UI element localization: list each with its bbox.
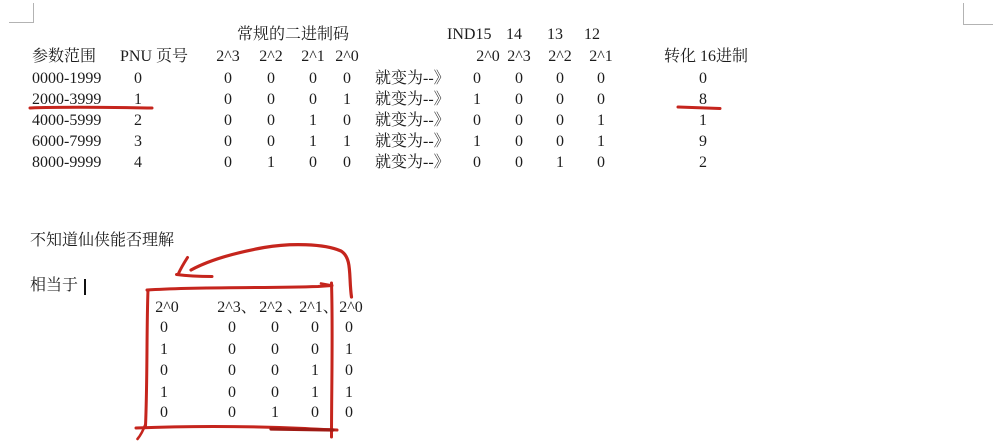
table-cell-bit: 0 (556, 91, 564, 108)
becomes-label: 就变为--》 (375, 154, 450, 171)
red-arrow-annotation (177, 245, 352, 297)
becomes-label: 就变为--》 (375, 70, 450, 87)
bottom-cell-bit: 1 (311, 384, 319, 401)
table-cell-range: 4000-5999 (32, 112, 102, 129)
bottom-cell-bit: 0 (311, 404, 319, 421)
ind-bit0-header: 2^0 (476, 48, 500, 65)
bin-bit1-header: 2^1 (301, 48, 325, 65)
bottom-cell-bit: 0 (228, 362, 236, 379)
ind-bit1-header: 2^1 (589, 48, 613, 65)
table-cell-bit: 1 (597, 112, 605, 129)
table-cell-bit: 0 (556, 70, 564, 87)
table-cell-pnu: 3 (134, 133, 142, 150)
table-cell-bit: 0 (309, 91, 317, 108)
becomes-label: 就变为--》 (375, 91, 450, 108)
bin-bit0-header: 2^0 (335, 48, 359, 65)
bottom-cell-bit: 0 (228, 319, 236, 336)
bottom-cell-bit: 0 (311, 341, 319, 358)
table-cell-bit: 0 (343, 70, 351, 87)
bottom-header-bit: 2^1、 (299, 299, 339, 316)
page-margin-mark-topleft (9, 3, 34, 23)
bottom-cell-bit: 0 (345, 362, 353, 379)
ind-bit2-header: 2^2 (548, 48, 572, 65)
bottom-cell-bit: 0 (160, 362, 168, 379)
note-line-1: 不知道仙侠能否理解 (30, 232, 175, 249)
bottom-header-bit: 2^0 (339, 299, 363, 316)
table-cell-bit: 0 (267, 91, 275, 108)
table-cell-pnu: 0 (134, 70, 142, 87)
table-cell-bit: 0 (515, 70, 523, 87)
table-cell-bit: 0 (343, 112, 351, 129)
table-cell-bit: 0 (556, 133, 564, 150)
bottom-header-bit: 2^2 、 (259, 299, 303, 316)
table-cell-bit: 0 (597, 91, 605, 108)
bottom-cell-bit: 0 (160, 404, 168, 421)
table-cell-bit: 0 (473, 70, 481, 87)
table-cell-bit: 0 (473, 154, 481, 171)
bottom-cell-bit: 0 (228, 384, 236, 401)
table-cell-bit: 1 (597, 133, 605, 150)
ind12-header: 12 (584, 26, 600, 43)
table-cell-bit: 0 (515, 154, 523, 171)
bottom-cell-bit: 0 (271, 319, 279, 336)
bottom-cell-bit: 1 (311, 362, 319, 379)
binary-code-group-header: 常规的二进制码 (237, 26, 350, 43)
table-cell-bit: 1 (473, 133, 481, 150)
bottom-cell-bit: 0 (228, 341, 236, 358)
table-cell-bit: 1 (473, 91, 481, 108)
becomes-label: 就变为--》 (375, 112, 450, 129)
table-cell-bit: 0 (224, 70, 232, 87)
table-cell-bit: 0 (224, 133, 232, 150)
table-cell-bit: 0 (597, 70, 605, 87)
range-column-header: 参数范围 (32, 48, 97, 65)
table-cell-bit: 0 (515, 133, 523, 150)
table-cell-bit: 0 (309, 70, 317, 87)
table-cell-bit: 1 (309, 112, 317, 129)
table-cell-bit: 0 (267, 112, 275, 129)
ind13-header: 13 (547, 26, 563, 43)
table-cell-range: 8000-9999 (32, 154, 102, 171)
table-cell-bit: 0 (224, 91, 232, 108)
bottom-cell-bit: 0 (311, 319, 319, 336)
ind15-header: IND15 (447, 26, 492, 43)
bottom-cell-bit: 1 (160, 341, 168, 358)
bottom-header-bit: 2^3、 (217, 299, 257, 316)
note-line-2: 相当于 (30, 277, 79, 294)
ind-bit3-header: 2^3 (507, 48, 531, 65)
table-cell-bit: 1 (343, 91, 351, 108)
bottom-cell-bit: 0 (345, 404, 353, 421)
table-cell-bit: 0 (267, 70, 275, 87)
ind14-header: 14 (506, 26, 522, 43)
bottom-cell-bit: 0 (160, 319, 168, 336)
bottom-cell-bit: 0 (271, 362, 279, 379)
table-cell-bit: 0 (473, 112, 481, 129)
table-cell-pnu: 1 (134, 91, 142, 108)
table-cell-hex: 8 (699, 91, 707, 108)
table-cell-hex: 1 (699, 112, 707, 129)
hex-column-header: 转化 16进制 (664, 48, 749, 65)
bottom-cell-bit: 1 (271, 404, 279, 421)
table-cell-bit: 1 (267, 154, 275, 171)
table-cell-hex: 0 (699, 70, 707, 87)
bottom-header-bit: 2^0 (155, 299, 179, 316)
table-cell-bit: 0 (343, 154, 351, 171)
table-cell-bit: 0 (515, 91, 523, 108)
table-cell-range: 0000-1999 (32, 70, 102, 87)
table-cell-pnu: 2 (134, 112, 142, 129)
bottom-cell-bit: 0 (271, 384, 279, 401)
table-cell-range: 6000-7999 (32, 133, 102, 150)
page-margin-mark-topright (963, 3, 993, 25)
table-cell-bit: 1 (309, 133, 317, 150)
text-cursor (84, 279, 86, 295)
bin-bit2-header: 2^2 (259, 48, 283, 65)
table-cell-bit: 0 (224, 154, 232, 171)
bottom-cell-bit: 1 (345, 384, 353, 401)
table-cell-bit: 0 (597, 154, 605, 171)
becomes-label: 就变为--》 (375, 133, 450, 150)
bottom-cell-bit: 0 (228, 404, 236, 421)
bottom-cell-bit: 1 (345, 341, 353, 358)
table-cell-pnu: 4 (134, 154, 142, 171)
table-cell-hex: 2 (699, 154, 707, 171)
pnu-column-header: PNU 页号 (120, 48, 189, 65)
table-cell-range: 2000-3999 (32, 91, 102, 108)
bottom-cell-bit: 0 (345, 319, 353, 336)
table-cell-hex: 9 (699, 133, 707, 150)
table-cell-bit: 0 (556, 112, 564, 129)
bin-bit3-header: 2^3 (216, 48, 240, 65)
table-cell-bit: 1 (343, 133, 351, 150)
table-cell-bit: 0 (267, 133, 275, 150)
bottom-cell-bit: 1 (160, 384, 168, 401)
table-cell-bit: 0 (515, 112, 523, 129)
table-cell-bit: 1 (556, 154, 564, 171)
table-cell-bit: 0 (309, 154, 317, 171)
bottom-cell-bit: 0 (271, 341, 279, 358)
table-cell-bit: 0 (224, 112, 232, 129)
